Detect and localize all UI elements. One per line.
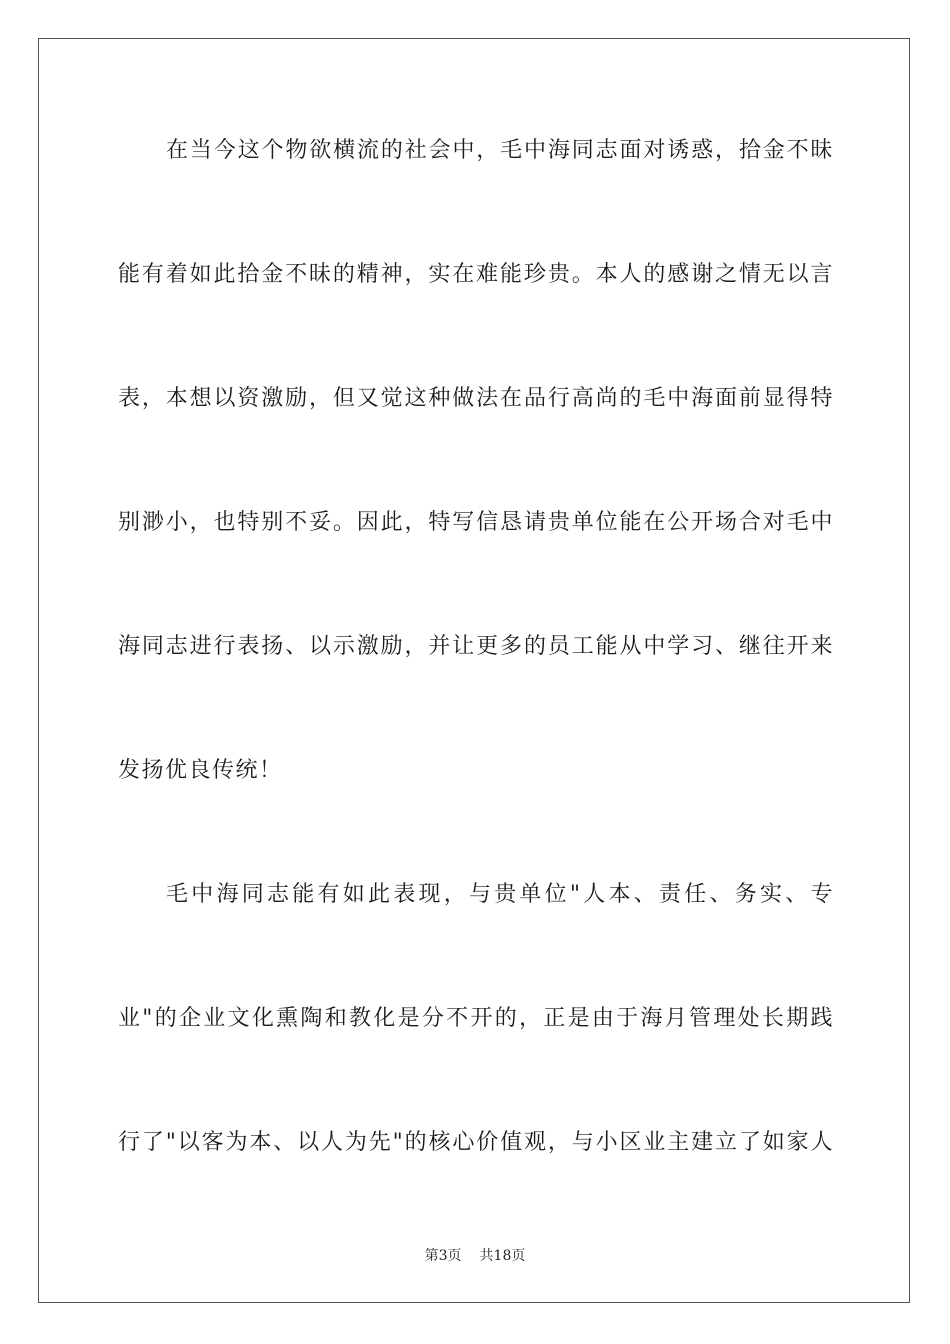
paragraph-1-line-3: 表，本想以资激励，但又觉这种做法在品行高尚的毛中海面前显得特 — [118, 386, 834, 411]
paragraph-1-line-1: 在当今这个物欲横流的社会中，毛中海同志面对诱惑，拾金不昧 — [166, 138, 834, 163]
page-border — [38, 38, 910, 1303]
paragraph-2-line-1: 毛中海同志能有如此表现，与贵单位"人本、责任、务实、专 — [166, 882, 834, 907]
paragraph-1-line-4: 别渺小，也特别不妥。因此，特写信恳请贵单位能在公开场合对毛中 — [118, 510, 834, 535]
page-footer — [0, 1246, 950, 1266]
page-total: 共18页 — [479, 1248, 526, 1264]
paragraph-1-line-2: 能有着如此拾金不昧的精神，实在难能珍贵。本人的感谢之情无以言 — [118, 262, 834, 287]
paragraph-2-line-2: 业"的企业文化熏陶和教化是分不开的，正是由于海月管理处长期践 — [118, 1006, 834, 1031]
paragraph-2-line-3: 行了"以客为本、以人为先"的核心价值观，与小区业主建立了如家人 — [118, 1130, 834, 1155]
paragraph-1-line-6: 发扬优良传统！ — [118, 758, 283, 783]
paragraph-1-line-5: 海同志进行表扬、以示激励，并让更多的员工能从中学习、继往开来 — [118, 634, 834, 659]
page-number: 第3页 — [424, 1248, 462, 1264]
